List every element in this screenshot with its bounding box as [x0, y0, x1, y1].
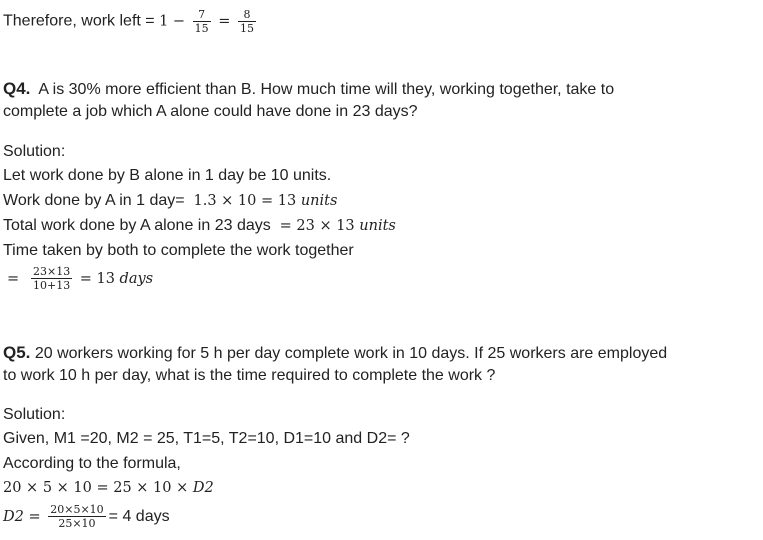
- intro-fraction-1-numerator: 7: [193, 8, 211, 22]
- q4-step-2: [3, 191, 337, 211]
- q4-step-3-math: = 23 × 13: [279, 218, 360, 234]
- q4-step-2-unit: units: [300, 193, 338, 209]
- intro-minus: −: [168, 13, 190, 30]
- q4-step-2-math: 1.3 × 10 = 13: [193, 193, 301, 209]
- q5-step-4-var: D2: [3, 509, 24, 525]
- intro-fraction-2-denominator: 15: [240, 22, 255, 35]
- intro-fraction-2: [238, 8, 256, 35]
- q5-step-4-numerator: 20×5×10: [50, 503, 104, 517]
- intro-equals: =: [213, 13, 236, 30]
- q5-step-4-denominator: 25×10: [58, 517, 96, 531]
- q5-step-3-math: 20 × 5 × 10 = 25 × 10 ×: [3, 480, 193, 496]
- q5-step-4-equals: =: [23, 509, 46, 525]
- q4-step-1: Let work done by B alone in 1 day be 10 units.: [3, 167, 332, 184]
- q4-step-5-equals: =: [7, 271, 20, 287]
- q4-step-5-denominator: 10+13: [33, 279, 71, 293]
- q5-solution-label: Solution:: [3, 406, 66, 423]
- q4-step-3-unit: units: [359, 218, 396, 234]
- q5-step-4: [3, 502, 170, 532]
- q4-step-5-result: = 13: [79, 271, 120, 287]
- intro-fraction-1-denominator: 15: [194, 22, 209, 35]
- intro-fraction-2-numerator: 8: [238, 8, 256, 22]
- q4-question-line-1: [3, 79, 614, 100]
- q5-question-line-2: to work 10 h per day, what is the time required to complete the work ?: [3, 367, 496, 384]
- q5-question-line-1: [3, 343, 667, 364]
- q4-step-5-fraction: [31, 265, 72, 292]
- intro-line: [3, 8, 259, 35]
- q4-step-2-text: Work done by A in 1 day=: [3, 192, 185, 209]
- q5-step-4-fraction: [48, 503, 105, 530]
- q5-step-2: According to the formula,: [3, 455, 181, 472]
- intro-fraction-1: [193, 8, 211, 35]
- q5-label: Q5.: [3, 343, 31, 362]
- q4-step-5: [3, 264, 153, 294]
- q5-step-3: [3, 478, 214, 498]
- q5-question-text-1: 20 workers working for 5 h per day complete work in 10 days. If 25 workers are employed: [34, 345, 668, 362]
- q4-step-3-text: Total work done by A alone in 23 days: [3, 217, 271, 234]
- q4-solution-label: Solution:: [3, 143, 66, 160]
- q4-question-line-2: complete a job which A alone could have done in 23 days?: [3, 103, 418, 120]
- q5-step-1: Given, M1 =20, M2 = 25, T1=5, T2=10, D1=10 and D2= ?: [3, 430, 410, 447]
- intro-text: Therefore, work left =: [3, 12, 160, 30]
- q4-step-3: [3, 216, 396, 236]
- intro-one: 1: [159, 13, 169, 30]
- q4-step-5-unit: days: [119, 271, 154, 287]
- q4-step-5-numerator: 23×13: [33, 265, 71, 279]
- q5-step-4-result: = 4 days: [108, 508, 170, 525]
- q5-step-3-var: D2: [192, 480, 214, 496]
- q4-label: Q4.: [3, 79, 31, 98]
- q4-question-text-1: A is 30% more efficient than B. How much time will they, working together, take to: [38, 81, 615, 98]
- q4-step-4: Time taken by both to complete the work together: [3, 242, 354, 259]
